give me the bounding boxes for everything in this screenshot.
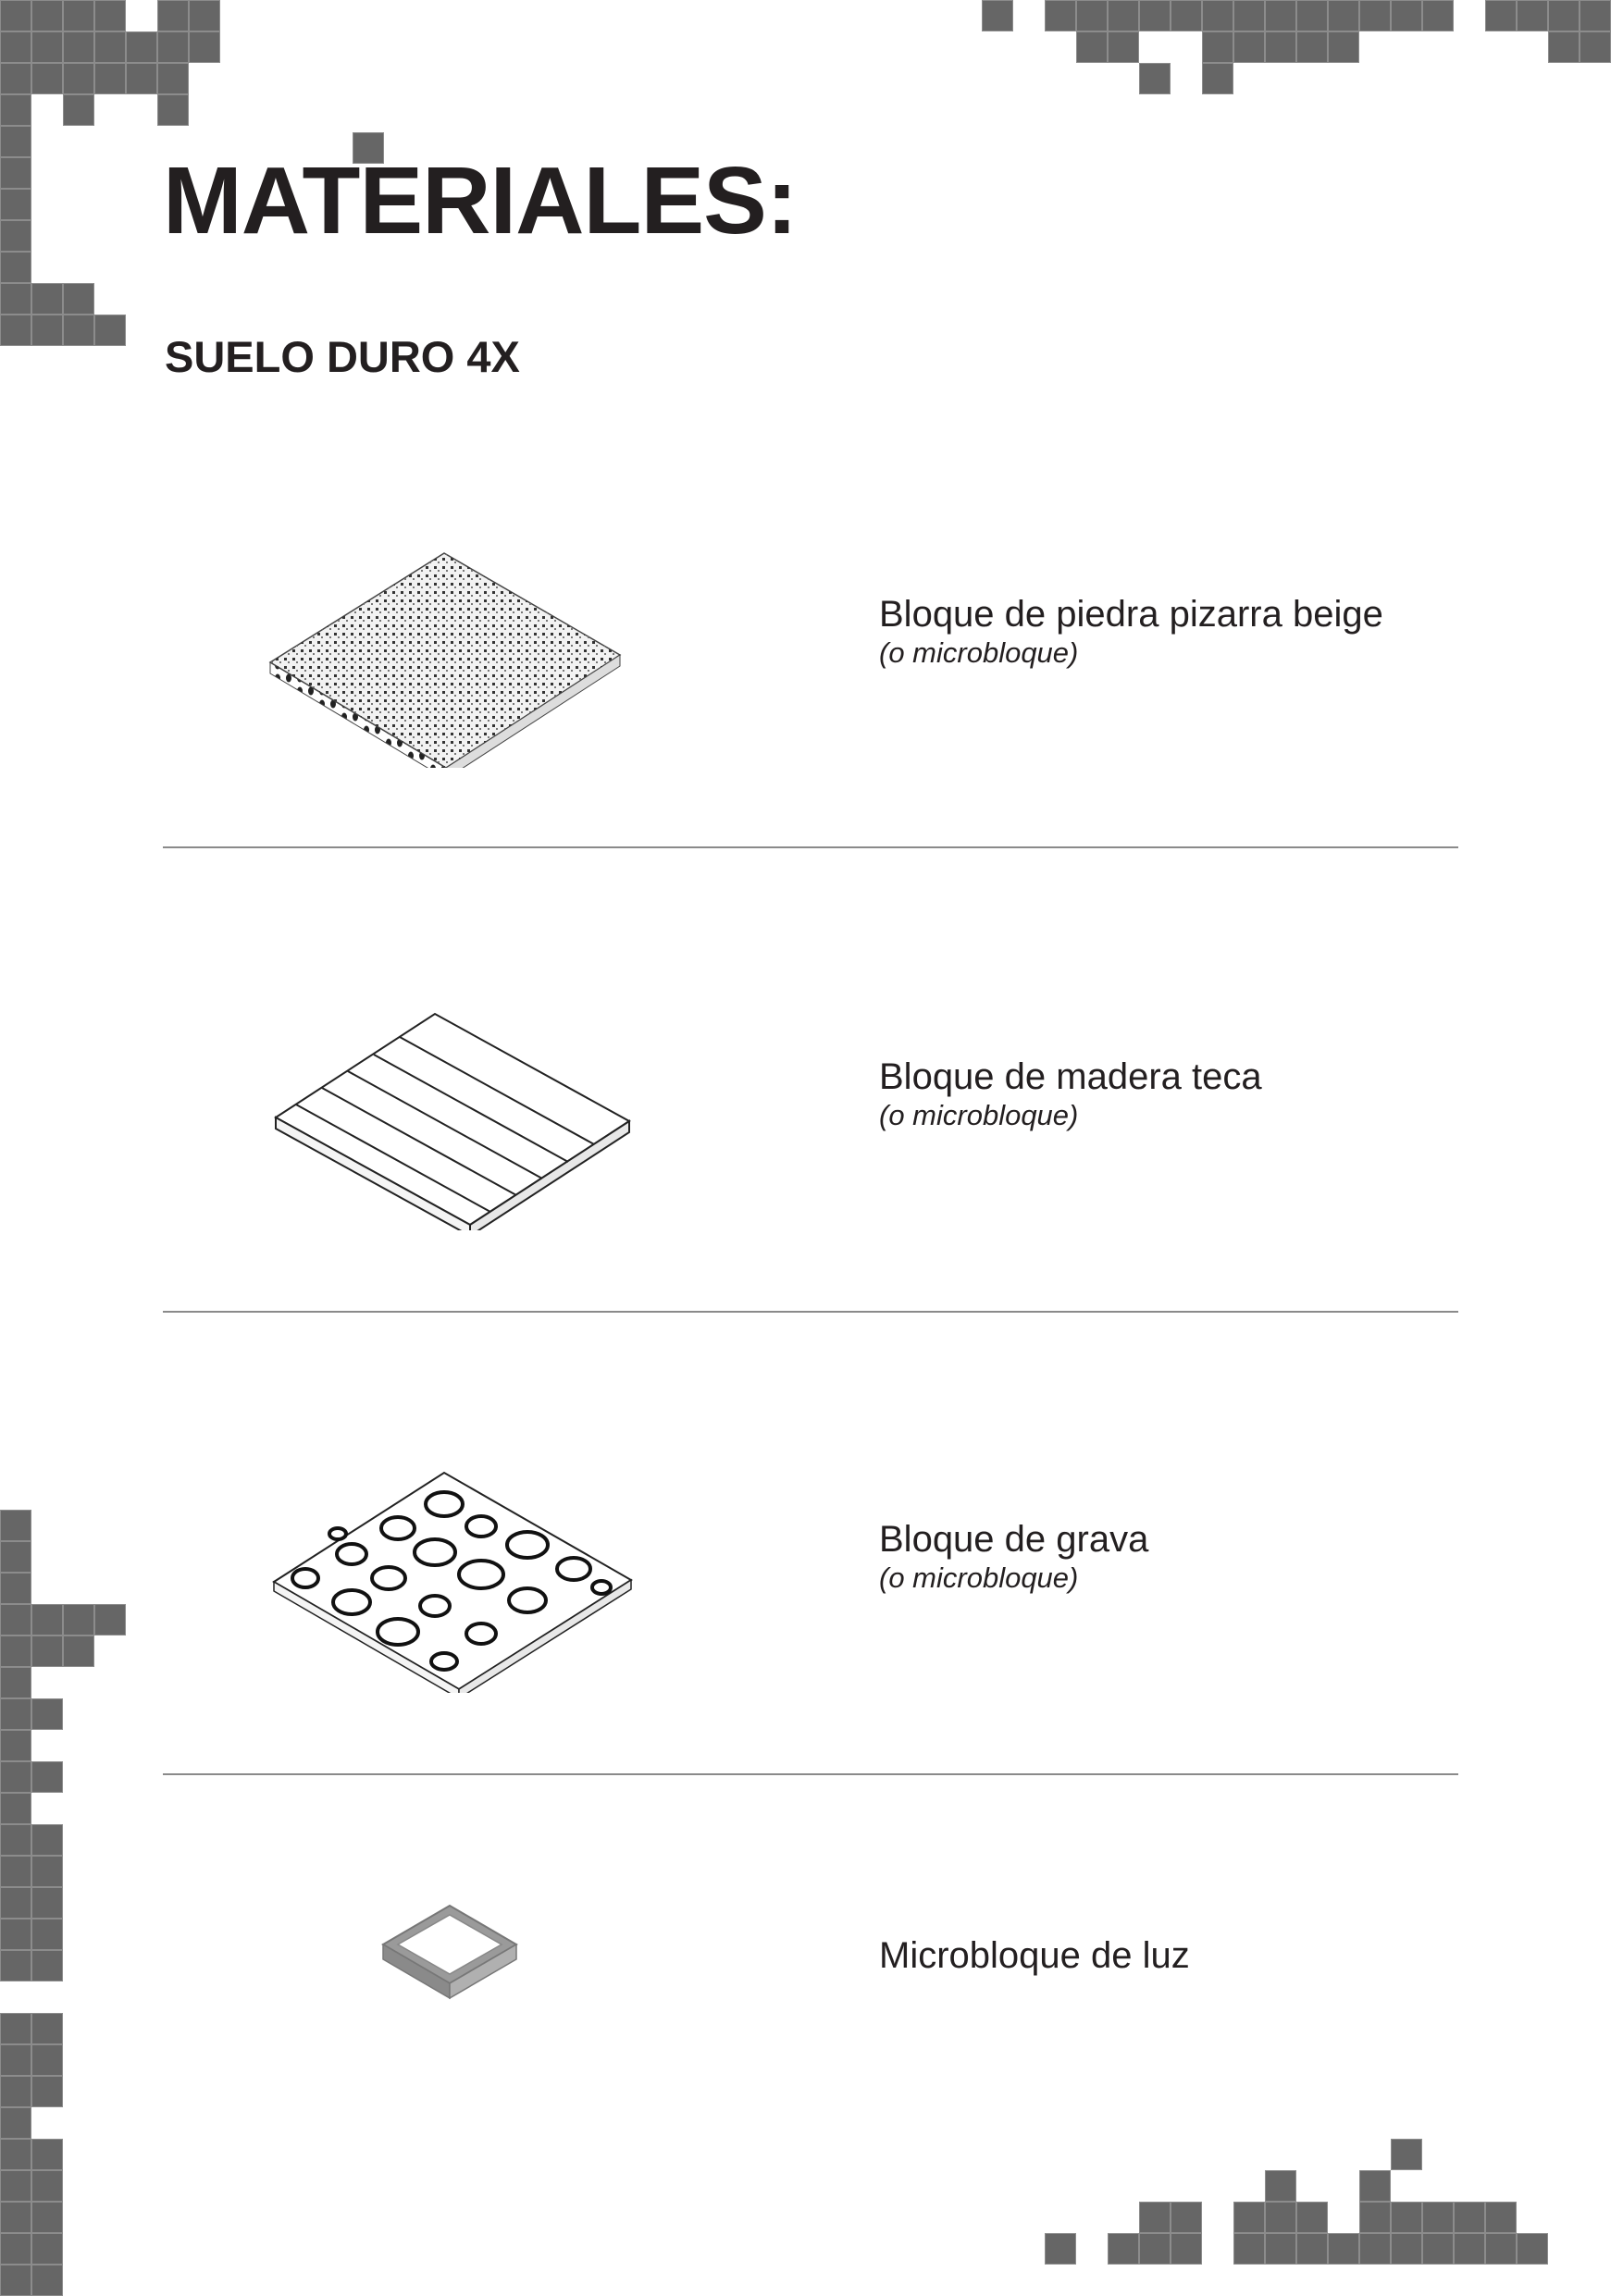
pixel-block (0, 315, 31, 346)
pixel-block (1359, 2233, 1391, 2265)
pixel-block (1265, 0, 1296, 31)
material-row-gravel (0, 1378, 1623, 1748)
pixel-block (1517, 0, 1548, 31)
pixel-block (0, 63, 31, 94)
material-name: Bloque de piedra pizarra beige (879, 594, 1383, 635)
pixel-block (1485, 2233, 1517, 2265)
pixel-block (157, 0, 189, 31)
pixel-block (189, 0, 220, 31)
material-row-stone (0, 453, 1623, 823)
pixel-block (1233, 31, 1265, 63)
pixel-block (1548, 0, 1580, 31)
separator-line (163, 846, 1458, 848)
pixel-block (1233, 0, 1265, 31)
pixel-block (1202, 0, 1233, 31)
pixel-block (31, 1761, 63, 1793)
light-microblock-icon (378, 1896, 526, 2007)
pixel-block (1076, 0, 1108, 31)
pixel-block (63, 31, 94, 63)
pixel-block (982, 0, 1013, 31)
pixel-block (1108, 31, 1139, 63)
pixel-block (1045, 2233, 1076, 2265)
pixel-block (1359, 0, 1391, 31)
pixel-block (1171, 0, 1202, 31)
page-title: MATERIALES: (163, 147, 798, 253)
pixel-block (1422, 2233, 1454, 2265)
pixel-block (1422, 0, 1454, 31)
pixel-block (0, 94, 31, 126)
material-label (879, 1055, 1262, 1132)
material-note: (o microbloque) (879, 636, 1079, 669)
pixel-block (1580, 0, 1611, 31)
pixel-block (157, 31, 189, 63)
pixel-block (126, 63, 157, 94)
material-label (879, 1517, 1148, 1595)
pixel-block (63, 63, 94, 94)
pixel-block (1265, 2233, 1296, 2265)
section-subtitle: SUELO DURO 4X (165, 332, 520, 381)
pixel-block (63, 0, 94, 31)
pixel-block (94, 0, 126, 31)
pixel-block (1171, 2233, 1202, 2265)
pixel-block (1328, 2233, 1359, 2265)
pixel-block (189, 31, 220, 63)
pixel-block (63, 315, 94, 346)
pixel-block (1296, 2233, 1328, 2265)
material-note: (o microbloque) (879, 1099, 1079, 1131)
material-label (879, 1933, 1190, 1978)
pixel-block (1108, 0, 1139, 31)
pixel-block (1045, 0, 1076, 31)
pixel-block (31, 2265, 63, 2296)
pixel-block (1139, 0, 1171, 31)
pixel-block (1202, 63, 1233, 94)
separator-line (163, 1311, 1458, 1313)
pixel-block (1391, 2233, 1422, 2265)
pixel-block (1139, 63, 1171, 94)
pixel-block (0, 1761, 31, 1793)
pixel-block (0, 2233, 31, 2265)
pixel-block (0, 220, 31, 252)
pixel-block (126, 31, 157, 63)
pixel-block (1108, 2233, 1139, 2265)
pixel-block (0, 31, 31, 63)
pixel-block (1328, 0, 1359, 31)
pixel-block (1202, 31, 1233, 63)
material-row-light (0, 1841, 1623, 2211)
gravel-block-icon (250, 1415, 657, 1693)
material-label (879, 592, 1383, 670)
pixel-block (94, 31, 126, 63)
pixel-block (157, 94, 189, 126)
pixel-block (1485, 0, 1517, 31)
pixel-block (1233, 2233, 1265, 2265)
teak-wood-block-icon (250, 953, 657, 1230)
pixel-block (63, 94, 94, 126)
pixel-block (1454, 2233, 1485, 2265)
material-name: Bloque de madera teca (879, 1056, 1262, 1097)
material-name: Bloque de grava (879, 1519, 1149, 1560)
pixel-block (0, 157, 31, 189)
pixel-block (31, 0, 63, 31)
pixel-block (31, 283, 63, 315)
pixel-block (1139, 2233, 1171, 2265)
pixel-block (1328, 31, 1359, 63)
pixel-block (0, 0, 31, 31)
material-row-wood (0, 916, 1623, 1286)
pixel-block (31, 315, 63, 346)
pixel-block (31, 63, 63, 94)
pixel-block (1391, 0, 1422, 31)
pixel-block (0, 126, 31, 157)
pixel-block (0, 2265, 31, 2296)
material-note: (o microbloque) (879, 1562, 1079, 1594)
pixel-block (31, 2233, 63, 2265)
pixel-block (1296, 0, 1328, 31)
pixel-block (0, 189, 31, 220)
pixel-block (0, 252, 31, 283)
pixel-block (63, 283, 94, 315)
separator-line (163, 1773, 1458, 1775)
pixel-block (1296, 31, 1328, 63)
stone-slate-block-icon (250, 490, 657, 768)
pixel-block (1548, 31, 1580, 63)
pixel-block (1580, 31, 1611, 63)
pixel-block (0, 1793, 31, 1824)
pixel-block (94, 63, 126, 94)
pixel-block (31, 31, 63, 63)
material-name: Microbloque de luz (879, 1935, 1190, 1976)
pixel-block (1076, 31, 1108, 63)
pixel-block (1517, 2233, 1548, 2265)
pixel-block (0, 283, 31, 315)
pixel-block (157, 63, 189, 94)
pixel-block (1265, 31, 1296, 63)
pixel-block (94, 315, 126, 346)
